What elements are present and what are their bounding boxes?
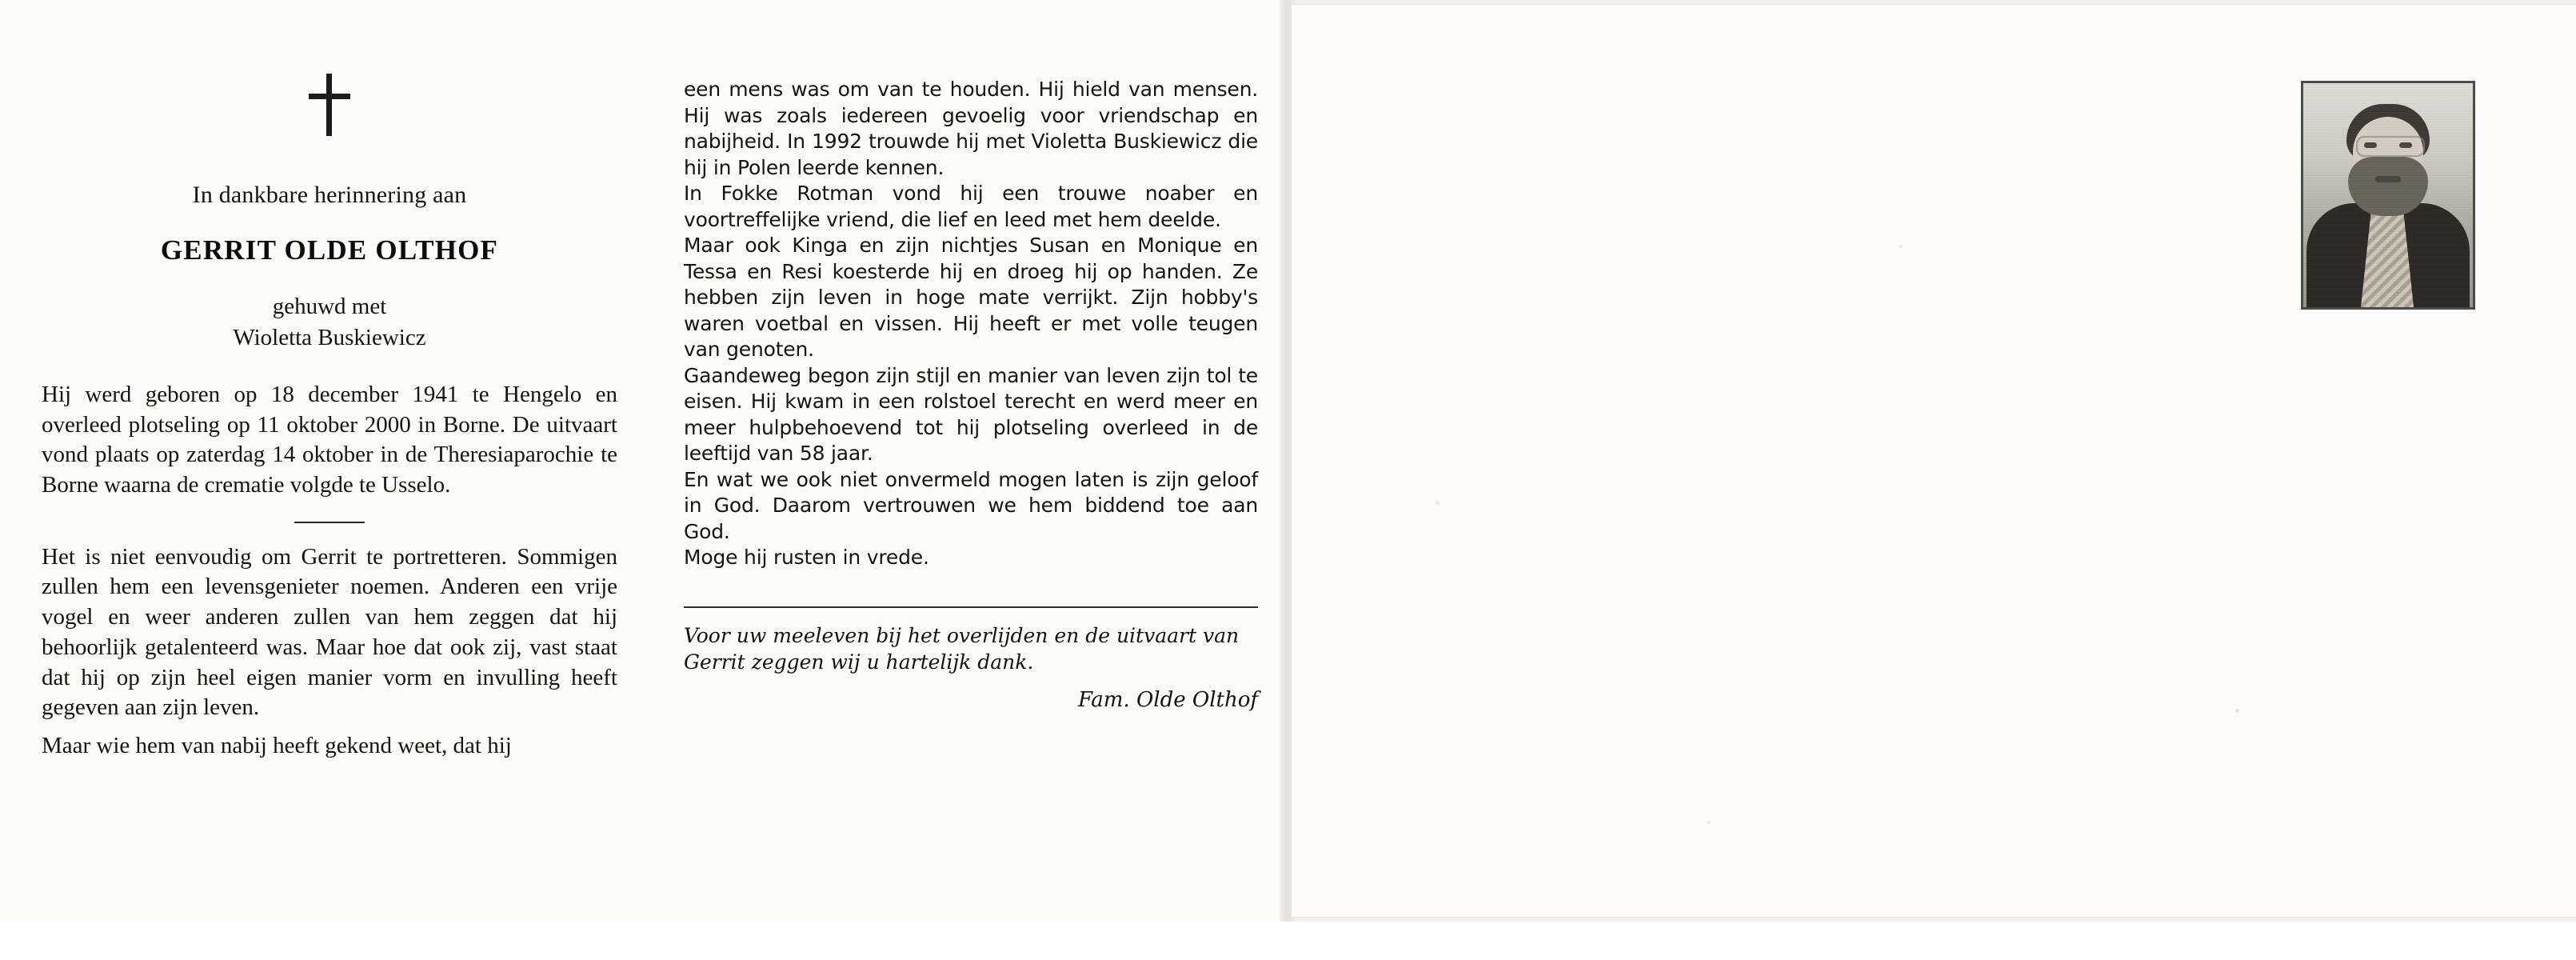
middle-paragraph-2: In Fokke Rotman vond hij een trouwe noaber en voortreffelijke vriend, die lief en leed met hem deelde. <box>684 182 1258 231</box>
spouse-name: Wioletta Buskiewicz <box>233 325 426 350</box>
portrait-photo <box>2301 81 2475 310</box>
left-text-column <box>42 42 617 890</box>
thanks-text: Voor uw meeleven bij het overlijden en de uitvaart van Gerrit zeggen wij u hartelijk dank. <box>684 623 1240 674</box>
middle-paragraph-6: Moge hij rusten in vrede. <box>684 546 929 569</box>
scan-speck <box>1436 501 1440 505</box>
deceased-name: GERRIT OLDE OLTHOF <box>160 234 499 266</box>
scan-speck <box>1899 245 1903 248</box>
life-paragraph: Hij werd geboren op 18 december 1941 te Hengelo en overleed plotseling op 11 oktober 2000 in Borne. De uitvaart vond plaats op zaterdag 14 oktober in de Theresiaparochie te Borne waarna de crematie volgde te Usselo. <box>42 382 617 498</box>
tribute-paragraph-1: Het is niet eenvoudig om Gerrit te portretteren. Sommigen zullen hem een levensgenieter noemen. Anderen een vrije vogel en weer anderen zullen van hem zeggen dat hij behoorlijk getalenteerd was. Maar hoe dat ook zij, vast staat dat hij op zijn heel eigen manier vorm en invulling heeft gegeven aan zijn leven. <box>42 543 617 721</box>
scan-bottom-edge <box>0 922 2576 960</box>
card-right-panel <box>1292 5 2576 917</box>
middle-paragraph-3: Maar ook Kinga en zijn nichtjes Susan en Monique en Tessa en Resi koesterde hij en droeg hij op handen. Ze hebben zijn leven in hoge mate verrijkt. Zijn hobby's waren voetbal en vissen. Hij heeft er met volle teugen van genoten. <box>684 234 1258 361</box>
middle-paragraph-1: een mens was om van te houden. Hij hield van mensen. Hij was zoals iedereen gevoelig voor vriendschap en nabijheid. In 1992 trouwde hij met Violetta Buskiewicz die hij in Polen leerde kennen. <box>684 78 1258 179</box>
family-signature: Fam. Olde Olthof <box>1078 687 1258 712</box>
middle-paragraph-4: Gaandeweg begon zijn stijl en manier van leven zijn tol te eisen. Hij kwam in een rolstoel terecht en werd meer en meer hulpbehoevend tot hij plotseling overleed in de leeftijd van 58 jaar. <box>684 363 1258 465</box>
married-label: gehuwd met <box>272 294 387 319</box>
scan-speck <box>1707 821 1711 824</box>
scan-speck <box>2235 709 2239 713</box>
card-left-panel <box>0 0 1288 922</box>
portrait-photo-image <box>2303 83 2473 307</box>
cross-icon <box>306 74 353 136</box>
middle-paragraph-5: En wat we ook niet onvermeld mogen laten is zijn geloof in God. Daarom vertrouwen we hem biddend toe aan God. <box>684 467 1258 543</box>
memorial-intro-line: In dankbare herinnering aan <box>192 182 467 208</box>
middle-text-column <box>684 77 1258 893</box>
tribute-paragraph-2: Maar wie hem van nabij heeft gekend weet, dat hij <box>42 732 512 758</box>
cross-icon-wrapper <box>42 74 617 140</box>
section-divider <box>294 522 365 523</box>
thanks-divider <box>684 606 1258 608</box>
